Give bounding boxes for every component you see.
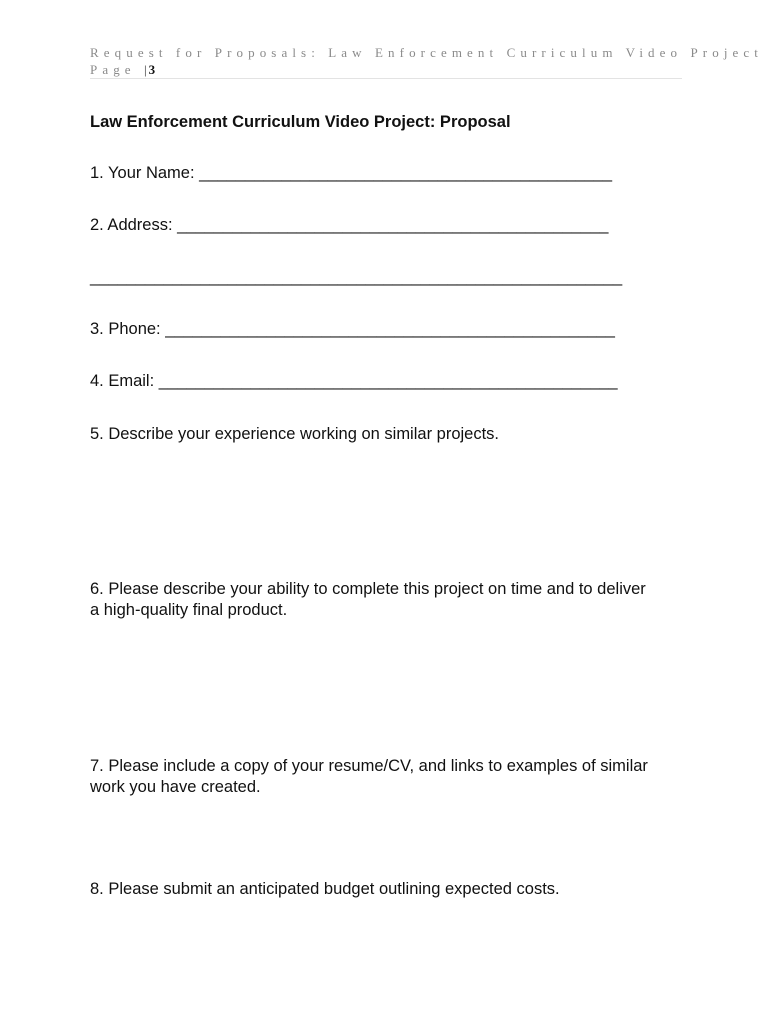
question-ability: 6. Please describe your ability to complete this project on time and to deliver a high-quality final product. [90, 580, 646, 619]
phone-field[interactable]: 3. Phone: _________________________________________________ [90, 320, 615, 338]
header-title: Request for Proposals: Law Enforcement Curriculum Video Project [90, 45, 764, 60]
address-field-line2[interactable]: __________________________________________________________ [90, 268, 623, 286]
header-divider [90, 78, 682, 79]
name-field[interactable]: 1. Your Name: _____________________________________________ [90, 164, 613, 182]
form-title: Law Enforcement Curriculum Video Project: Proposal [90, 113, 511, 131]
page-indicator [90, 61, 682, 78]
address-field[interactable]: 2. Address: _______________________________________________ [90, 216, 609, 234]
page-header [90, 44, 764, 78]
question-resume: 7. Please include a copy of your resume/CV, and links to examples of similar work you have created. [90, 757, 648, 796]
question-budget: 8. Please submit an anticipated budget outlining expected costs. [90, 880, 560, 898]
page-separator: | [144, 62, 149, 77]
page-label: Page [90, 62, 136, 77]
page-number: 3 [148, 62, 156, 77]
question-experience: 5. Describe your experience working on similar projects. [90, 425, 500, 443]
email-field[interactable]: 4. Email: __________________________________________________ [90, 372, 618, 390]
